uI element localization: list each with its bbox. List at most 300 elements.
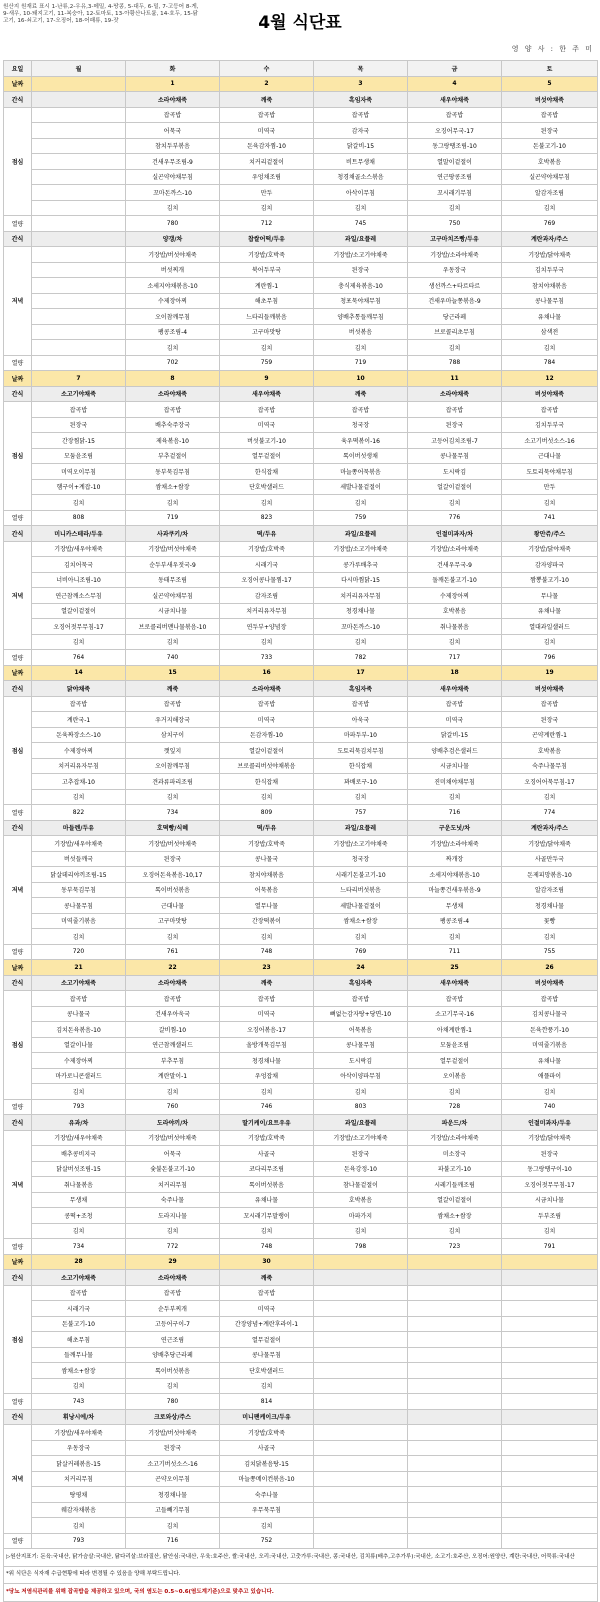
- menu-item-cell: [32, 200, 126, 216]
- menu-item-cell: 청경채나물: [126, 1487, 220, 1503]
- notice-text: *당뇨 저염식관리를 위해 잡곡밥을 제공하고 있으며, 국의 염도는 0.5~0.6(염도계기준)으로 맞추고 있습니다.: [4, 1584, 598, 1602]
- menu-item-cell: 콩나물무침: [32, 898, 126, 914]
- calorie-cell: 733: [220, 650, 314, 666]
- menu-item-cell: 도토리묵김치무침: [314, 743, 408, 759]
- menu-item-cell: 김치: [408, 495, 502, 511]
- weekday-header-cell: 토: [502, 61, 598, 77]
- menu-item-cell: 김치: [32, 929, 126, 945]
- snack-label: 간식: [4, 92, 32, 108]
- menu-item-cell: 우무묵무침: [220, 1502, 314, 1518]
- menu-item-cell: 시레기들깨조림: [408, 1177, 502, 1193]
- calorie-row: [4, 1394, 598, 1410]
- menu-item-cell: 기장밥/호박죽: [220, 247, 314, 263]
- menu-item-cell: 양배추검은샐러드: [408, 743, 502, 759]
- calorie-cell: 734: [32, 1239, 126, 1255]
- calorie-cell: 750: [408, 216, 502, 232]
- menu-item-cell: 청국장: [314, 417, 408, 433]
- lunch-label: 점심: [4, 402, 32, 511]
- snack-cell: 새우야채죽: [408, 681, 502, 697]
- dinner-row: [4, 634, 598, 650]
- calorie-cell: 780: [126, 1394, 220, 1410]
- menu-item-cell: 오징어무국-17: [408, 123, 502, 139]
- menu-item-cell: 김치: [126, 1223, 220, 1239]
- footer-row: [4, 1549, 598, 1567]
- snack-row: [4, 820, 598, 836]
- menu-item-cell: 곤약계란찜-1: [502, 727, 598, 743]
- menu-item-cell: 알감자조림: [502, 882, 598, 898]
- dinner-row: [4, 588, 598, 604]
- snack-cell: 크로와상/주스: [126, 1409, 220, 1425]
- menu-item-cell: 어묵볶음: [220, 882, 314, 898]
- menu-item-cell: 깻잎지: [126, 743, 220, 759]
- lunch-row: [4, 696, 598, 712]
- menu-item-cell: 견과류파리조림: [126, 774, 220, 790]
- menu-item-cell: 청경채골소스볶음: [314, 169, 408, 185]
- menu-item-cell: 시금치나물: [408, 758, 502, 774]
- menu-item-cell: 수제장아찌: [126, 293, 220, 309]
- calorie-cell: 723: [408, 1239, 502, 1255]
- menu-item-cell: 순두부찌개: [126, 1301, 220, 1317]
- menu-item-cell: 도토리묵야채무침: [502, 464, 598, 480]
- calorie-cell: 716: [126, 1533, 220, 1549]
- origin-note: ▷원산지표기: 돈육:국내산, 닭가슴살:국내산, 닭다리살:브라질산, 닭안심:국내산, 우육:호주산, 쌀:국내산, 오리:국내산, 고춧가루:국내산, 콩:국내산, 김치류(배추,고추가루):국내산, 소고기:호주산, 오징어:원양산, 계란:국내산, 어묵류:국내산: [4, 1549, 598, 1567]
- dinner-label: 저녁: [4, 1425, 32, 1534]
- menu-item-cell: 청국장: [314, 851, 408, 867]
- menu-item-cell: 김치: [314, 200, 408, 216]
- menu-item-cell: 유채나물: [502, 603, 598, 619]
- snack-cell: 새우야채죽: [220, 386, 314, 402]
- menu-item-cell: [502, 1285, 598, 1301]
- calorie-row: [4, 650, 598, 666]
- snack-label: 간식: [4, 975, 32, 991]
- menu-item-cell: 짬뽕불고기-10: [502, 572, 598, 588]
- menu-item-cell: 된장국: [502, 712, 598, 728]
- menu-item-cell: 배추숙주장국: [126, 417, 220, 433]
- menu-item-cell: 김치콩나물국: [502, 1006, 598, 1022]
- weekday-header-cell: 요일: [4, 61, 32, 77]
- menu-item-cell: 비트무생채: [314, 154, 408, 170]
- menu-item-cell: 고추잡채-10: [32, 774, 126, 790]
- menu-item-cell: 김치: [32, 1084, 126, 1100]
- menu-item-cell: [314, 1347, 408, 1363]
- menu-item-cell: 간장양념+계란후라이-1: [220, 1316, 314, 1332]
- menu-item-cell: 어묵국: [126, 123, 220, 139]
- dinner-row: [4, 309, 598, 325]
- menu-item-cell: 건새우아욱국: [126, 1006, 220, 1022]
- menu-item-cell: 실곤약야채무침: [126, 169, 220, 185]
- menu-item-cell: 돈육짜장소스-10: [32, 727, 126, 743]
- menu-item-cell: 호박볶음: [314, 1192, 408, 1208]
- snack-cell: 깨죽: [220, 975, 314, 991]
- snack-cell: 고구마치즈빵/두유: [408, 231, 502, 247]
- menu-item-cell: 열무겉절이: [220, 1332, 314, 1348]
- menu-item-cell: 시래기국: [32, 1301, 126, 1317]
- menu-item-cell: 김치: [220, 1084, 314, 1100]
- menu-item-cell: 곤약오이무침: [126, 1471, 220, 1487]
- menu-item-cell: 기장밥/버섯야채죽: [126, 836, 220, 852]
- menu-item-cell: 콩떡+조청: [32, 1208, 126, 1224]
- calorie-cell: 745: [314, 216, 408, 232]
- date-label: 날짜: [4, 665, 32, 681]
- menu-item-cell: 기장밥/닭야채죽: [502, 1130, 598, 1146]
- menu-item-cell: [314, 1285, 408, 1301]
- menu-item-cell: 콩가루배추국: [314, 557, 408, 573]
- lunch-row: [4, 123, 598, 139]
- lunch-label: 점심: [4, 696, 32, 805]
- weekday-header-cell: 목: [314, 61, 408, 77]
- menu-item-cell: 한식잡채: [220, 774, 314, 790]
- lunch-row: [4, 743, 598, 759]
- date-cell: 9: [220, 371, 314, 387]
- menu-item-cell: 기장밥/호박죽: [220, 1425, 314, 1441]
- calorie-cell: [502, 1394, 598, 1410]
- snack-cell: 휘낭시에/차: [32, 1409, 126, 1425]
- menu-item-cell: 삼색전: [502, 324, 598, 340]
- menu-item-cell: 꽃빵: [502, 913, 598, 929]
- date-cell: [408, 1254, 502, 1270]
- menu-item-cell: 미역국: [220, 1301, 314, 1317]
- menu-item-cell: [32, 324, 126, 340]
- date-cell: 19: [502, 665, 598, 681]
- lunch-row: [4, 1316, 598, 1332]
- menu-item-cell: 숯불돈불고기-10: [126, 1161, 220, 1177]
- snack-cell: 과일/요플레: [314, 820, 408, 836]
- menu-item-cell: [314, 1440, 408, 1456]
- dinner-row: [4, 293, 598, 309]
- snack-cell: 딸기케이/요트우유: [220, 1115, 314, 1131]
- lunch-label: 점심: [4, 1285, 32, 1394]
- menu-item-cell: 기장밥/닭야채죽: [502, 836, 598, 852]
- snack-row: [4, 231, 598, 247]
- menu-item-cell: 다시마찜닭-15: [314, 572, 408, 588]
- menu-item-cell: 닭살커레볶음-15: [32, 1456, 126, 1472]
- menu-item-cell: 김치: [502, 1084, 598, 1100]
- dinner-row: [4, 278, 598, 294]
- menu-item-cell: 김치: [126, 929, 220, 945]
- menu-item-cell: [502, 1316, 598, 1332]
- menu-item-cell: 김치: [314, 789, 408, 805]
- snack-label: 간식: [4, 1115, 32, 1131]
- calorie-cell: 743: [32, 1394, 126, 1410]
- calorie-cell: 734: [126, 805, 220, 821]
- menu-item-cell: 김치: [502, 789, 598, 805]
- menu-item-cell: 마늘쫑메이컨볶음-10: [220, 1471, 314, 1487]
- menu-item-cell: 얼갈이겉절이: [408, 479, 502, 495]
- menu-item-cell: 청경채나물: [220, 1053, 314, 1069]
- lunch-row: [4, 1053, 598, 1069]
- menu-item-cell: [502, 1363, 598, 1379]
- menu-item-cell: 간장찜닭-15: [32, 433, 126, 449]
- menu-item-cell: 수제장아찌: [32, 743, 126, 759]
- menu-item-cell: 오징어어묵무침-17: [502, 774, 598, 790]
- date-row: [4, 960, 598, 976]
- snack-cell: 사과쿠키/차: [126, 526, 220, 542]
- menu-item-cell: 치커리유자무침: [32, 758, 126, 774]
- menu-item-cell: 미역국: [220, 712, 314, 728]
- snack-cell: 호떡빵/식혜: [126, 820, 220, 836]
- snack-cell: [502, 1409, 598, 1425]
- calorie-label: 열량: [4, 1394, 32, 1410]
- menu-item-cell: 충식제육볶음-10: [314, 278, 408, 294]
- menu-item-cell: 짜개장: [408, 851, 502, 867]
- menu-item-cell: 근대나물: [126, 898, 220, 914]
- menu-item-cell: [32, 123, 126, 139]
- menu-item-cell: 사골국: [220, 1440, 314, 1456]
- menu-item-cell: 간장떡볶이: [220, 913, 314, 929]
- menu-item-cell: 기장밥/소라야채죽: [408, 247, 502, 263]
- menu-item-cell: 톡이버섯생채: [314, 448, 408, 464]
- menu-item-cell: 콩나물무침: [220, 1347, 314, 1363]
- menu-item-cell: 열갈이나물: [32, 1037, 126, 1053]
- menu-item-cell: 김치: [502, 200, 598, 216]
- snack-label: 간식: [4, 820, 32, 836]
- lunch-row: [4, 1347, 598, 1363]
- menu-item-cell: 잡곡밥: [314, 991, 408, 1007]
- calorie-cell: 793: [32, 1533, 126, 1549]
- menu-item-cell: 수제장아찌: [408, 588, 502, 604]
- menu-item-cell: 동태무조림: [126, 572, 220, 588]
- menu-item-cell: [314, 1502, 408, 1518]
- menu-item-cell: 꼬시래기무말랭이: [220, 1208, 314, 1224]
- calorie-label: 열량: [4, 1239, 32, 1255]
- menu-item-cell: 톡이버섯볶음: [126, 1363, 220, 1379]
- menu-item-cell: 열무겉절이: [408, 1053, 502, 1069]
- lunch-row: [4, 1301, 598, 1317]
- menu-item-cell: 기장밥/버섯야채죽: [126, 1130, 220, 1146]
- menu-item-cell: 치커리유자무침: [314, 588, 408, 604]
- menu-item-cell: 오징어콩나물찜-17: [220, 572, 314, 588]
- menu-item-cell: 기장밥/소라야채죽: [408, 1130, 502, 1146]
- calorie-cell: 728: [408, 1099, 502, 1115]
- footer-row: [4, 1584, 598, 1602]
- lunch-row: [4, 200, 598, 216]
- lunch-label: 점심: [4, 107, 32, 216]
- date-cell: 29: [126, 1254, 220, 1270]
- lunch-row: [4, 1084, 598, 1100]
- lunch-row: [4, 758, 598, 774]
- menu-item-cell: 우동장국: [32, 1440, 126, 1456]
- date-cell: 30: [220, 1254, 314, 1270]
- menu-item-cell: 잡곡밥: [220, 402, 314, 418]
- menu-item-cell: 김치두부국: [502, 417, 598, 433]
- menu-item-cell: 실곤약야채무침: [126, 588, 220, 604]
- date-cell: 5: [502, 76, 598, 92]
- snack-row: [4, 1409, 598, 1425]
- menu-item-cell: 우거지해장국: [126, 712, 220, 728]
- menu-item-cell: 기장밥/소고기야채죽: [314, 541, 408, 557]
- menu-item-cell: 콩나물무침: [502, 293, 598, 309]
- lunch-row: [4, 1006, 598, 1022]
- snack-cell: 파운드/차: [408, 1115, 502, 1131]
- snack-cell: [314, 1270, 408, 1286]
- menu-item-cell: [314, 1456, 408, 1472]
- weekday-header-cell: 수: [220, 61, 314, 77]
- menu-item-cell: 김치: [126, 1518, 220, 1534]
- date-cell: 15: [126, 665, 220, 681]
- menu-item-cell: 기장밥/호박죽: [220, 541, 314, 557]
- menu-item-cell: 돈제피망볶음-10: [502, 867, 598, 883]
- menu-item-cell: [408, 1347, 502, 1363]
- dinner-row: [4, 851, 598, 867]
- menu-item-cell: 부추겉절이: [126, 448, 220, 464]
- menu-item-cell: 콩나물국: [220, 851, 314, 867]
- calorie-cell: 757: [314, 805, 408, 821]
- menu-item-cell: 열갈이겉절이: [408, 1192, 502, 1208]
- calorie-label: 열량: [4, 944, 32, 960]
- menu-item-cell: 김치: [32, 1223, 126, 1239]
- menu-item-cell: 코다리무조림: [220, 1161, 314, 1177]
- menu-item-cell: 잡곡밥: [126, 696, 220, 712]
- menu-item-cell: 들깨무나물: [32, 1347, 126, 1363]
- lunch-row: [4, 417, 598, 433]
- snack-cell: [32, 231, 126, 247]
- date-cell: 24: [314, 960, 408, 976]
- dinner-row: [4, 1177, 598, 1193]
- menu-item-cell: 무나물: [502, 588, 598, 604]
- menu-item-cell: 수제장아찌: [32, 1053, 126, 1069]
- menu-item-cell: 생선까스+타르타르: [408, 278, 502, 294]
- calorie-row: [4, 1099, 598, 1115]
- menu-item-cell: 기장밥/소고기야채죽: [314, 1130, 408, 1146]
- menu-item-cell: 꼬마돈까스-10: [314, 619, 408, 635]
- menu-item-cell: 버섯들깨국: [32, 851, 126, 867]
- menu-item-cell: 김치: [220, 495, 314, 511]
- lunch-row: [4, 1068, 598, 1084]
- menu-item-cell: [32, 185, 126, 201]
- calorie-cell: 793: [32, 1099, 126, 1115]
- dinner-row: [4, 929, 598, 945]
- menu-item-cell: 햄구이+계잡-10: [32, 479, 126, 495]
- menu-item-cell: 부추무침: [126, 1053, 220, 1069]
- date-cell: 1: [126, 76, 220, 92]
- menu-item-cell: 탕평채: [32, 1487, 126, 1503]
- date-cell: 2: [220, 76, 314, 92]
- menu-item-cell: [32, 107, 126, 123]
- menu-item-cell: 오징어젓무무침-17: [502, 1177, 598, 1193]
- menu-item-cell: 단호박샐러드: [220, 1363, 314, 1379]
- menu-item-cell: 김치: [220, 1518, 314, 1534]
- date-cell: 16: [220, 665, 314, 681]
- date-row: [4, 1254, 598, 1270]
- menu-item-cell: 잡곡밥: [408, 991, 502, 1007]
- menu-item-cell: 근대나물: [502, 448, 598, 464]
- calorie-row: [4, 1533, 598, 1549]
- menu-item-cell: 된장국: [314, 262, 408, 278]
- dinner-row: [4, 836, 598, 852]
- menu-item-cell: 미역줄기볶음: [502, 1037, 598, 1053]
- menu-item-cell: 김치: [502, 929, 598, 945]
- snack-cell: 인절미과자/두유: [502, 1115, 598, 1131]
- lunch-row: [4, 727, 598, 743]
- menu-item-cell: 기장밥/소라야채죽: [408, 836, 502, 852]
- menu-item-cell: [32, 247, 126, 263]
- snack-cell: 소라야채죽: [126, 386, 220, 402]
- menu-item-cell: 돈육감자찜-10: [220, 138, 314, 154]
- menu-item-cell: 브로콜리초무침: [408, 324, 502, 340]
- menu-item-cell: 잡곡밥: [220, 107, 314, 123]
- dinner-row: [4, 603, 598, 619]
- menu-item-cell: 잡곡밥: [220, 696, 314, 712]
- menu-item-cell: 양배추통들깨무침: [314, 309, 408, 325]
- menu-item-cell: 콩나물무침: [314, 1037, 408, 1053]
- menu-item-cell: 참치두부볶음: [126, 138, 220, 154]
- snack-cell: 왕만쥬/주스: [502, 526, 598, 542]
- snack-cell: 새우야채죽: [408, 975, 502, 991]
- menu-item-cell: 김치: [32, 789, 126, 805]
- menu-item-cell: 마늘쫑건새우볶음-9: [408, 882, 502, 898]
- snack-cell: 닭야채죽: [32, 681, 126, 697]
- menu-item-cell: 된장국: [502, 1146, 598, 1162]
- calorie-cell: 791: [502, 1239, 598, 1255]
- date-cell: 14: [32, 665, 126, 681]
- menu-item-cell: 잡곡밥: [32, 1285, 126, 1301]
- menu-item-cell: 꽈배로구-10: [314, 774, 408, 790]
- date-cell: 23: [220, 960, 314, 976]
- menu-item-cell: [502, 1502, 598, 1518]
- menu-item-cell: 김치: [314, 634, 408, 650]
- date-cell: 4: [408, 76, 502, 92]
- date-cell: 10: [314, 371, 408, 387]
- snack-cell: 버섯야채죽: [502, 92, 598, 108]
- snack-cell: 소라야채죽: [126, 92, 220, 108]
- menu-item-cell: 미역줄기볶음: [32, 913, 126, 929]
- menu-item-cell: 미역오이무침: [32, 464, 126, 480]
- calorie-cell: 809: [220, 805, 314, 821]
- menu-item-cell: 참치야채볶음: [220, 867, 314, 883]
- menu-item-cell: 잡곡밥: [220, 991, 314, 1007]
- menu-item-cell: 도시락김: [408, 464, 502, 480]
- menu-item-cell: 삼치구이: [126, 727, 220, 743]
- menu-item-cell: 연근조림: [126, 1332, 220, 1348]
- menu-item-cell: 치커리유자무침: [220, 603, 314, 619]
- menu-item-cell: 숙주나물: [220, 1487, 314, 1503]
- snack-cell: 미니카스테라/두유: [32, 526, 126, 542]
- calorie-row: [4, 1239, 598, 1255]
- date-cell: [502, 1254, 598, 1270]
- menu-item-cell: 당근라페: [408, 309, 502, 325]
- menu-item-cell: 제육볶음-10: [126, 433, 220, 449]
- menu-item-cell: 치커리무침: [126, 1177, 220, 1193]
- dinner-row: [4, 1223, 598, 1239]
- menu-item-cell: [502, 1301, 598, 1317]
- menu-item-cell: 김치: [220, 789, 314, 805]
- snack-row: [4, 92, 598, 108]
- calorie-label: 열량: [4, 1099, 32, 1115]
- menu-item-cell: [32, 138, 126, 154]
- menu-item-cell: 갈비찜-10: [126, 1022, 220, 1038]
- calorie-cell: 719: [314, 355, 408, 371]
- menu-item-cell: 미역국: [408, 712, 502, 728]
- menu-item-cell: 사골만두국: [502, 851, 598, 867]
- menu-item-cell: 기장밥/새우야채죽: [32, 541, 126, 557]
- date-cell: 25: [408, 960, 502, 976]
- calorie-cell: 748: [220, 1239, 314, 1255]
- menu-item-cell: 기장밥/호박죽: [220, 836, 314, 852]
- snack-label: 간식: [4, 1409, 32, 1425]
- snack-row: [4, 681, 598, 697]
- menu-item-cell: 해초무침: [32, 1332, 126, 1348]
- calorie-row: [4, 355, 598, 371]
- lunch-row: [4, 433, 598, 449]
- date-label: 날짜: [4, 371, 32, 387]
- menu-item-cell: 된장국: [408, 417, 502, 433]
- lunch-row: [4, 1285, 598, 1301]
- menu-item-cell: 기장밥/새우야채죽: [32, 1425, 126, 1441]
- menu-item-cell: 동그랑땡조림-10: [408, 138, 502, 154]
- calorie-cell: 814: [220, 1394, 314, 1410]
- menu-item-cell: [408, 1518, 502, 1534]
- menu-item-cell: 고구마맛탕: [220, 324, 314, 340]
